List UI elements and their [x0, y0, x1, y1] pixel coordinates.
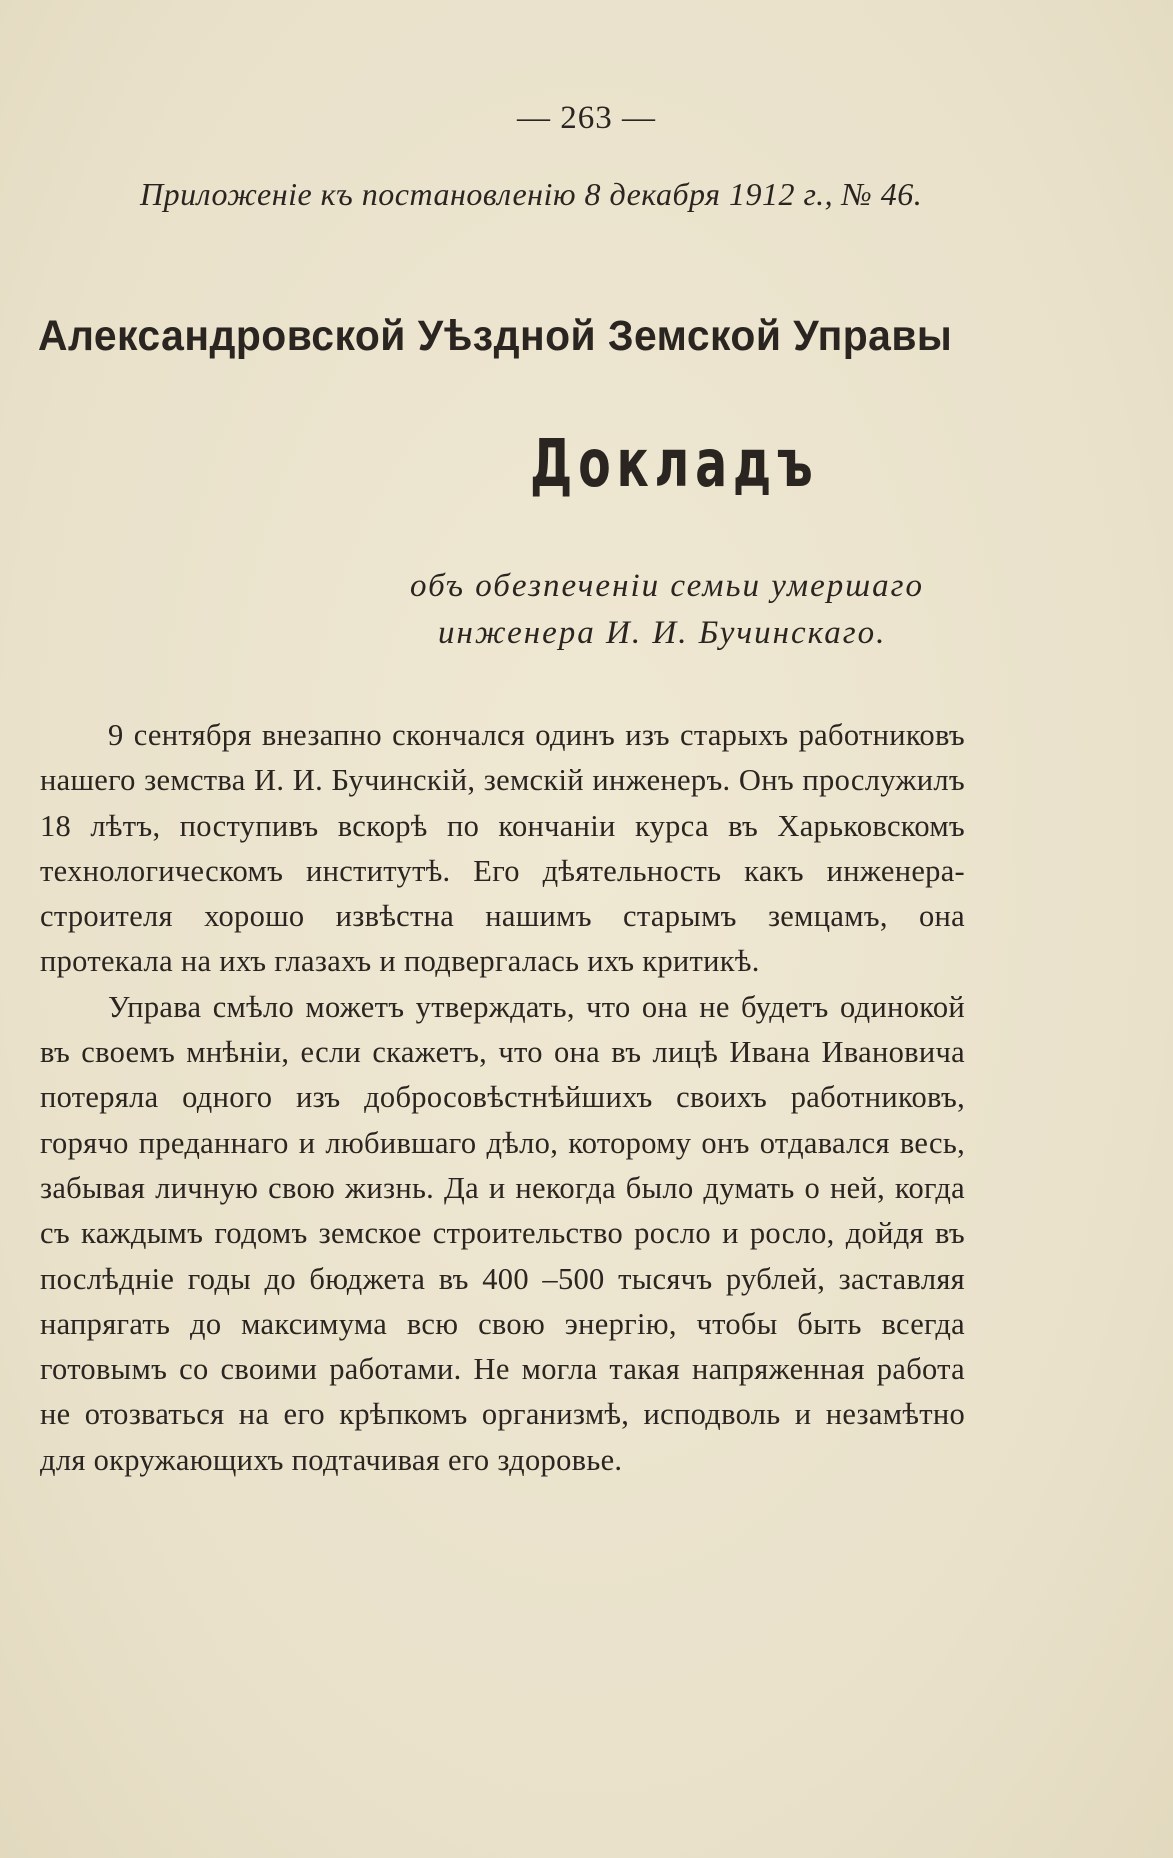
document-type-heading: Докладъ	[530, 425, 819, 502]
page-number: — 263 —	[517, 100, 656, 136]
body-paragraph-1: 9 сентября внезапно скончался одинъ изъ старыхъ работниковъ нашего земства И. И. Бучинскій, земскій инженеръ. Онъ прослужилъ 18 лѣтъ, поступивъ вскорѣ по кончаніи курса въ Харьковскомъ технологическомъ институтѣ. Его дѣятельность какъ инженера-строителя хорошо извѣстна нашимъ старымъ земцамъ, она протекала на ихъ глазахъ и подвергалась ихъ критикѣ.	[40, 718, 965, 979]
body-text	[40, 713, 965, 1483]
subject-line-1: объ обезпеченіи семьи умершаго	[410, 568, 925, 604]
appendix-note: Приложеніе къ постановленію 8 декабря 1912 г., № 46.	[140, 176, 923, 212]
document-subject	[410, 563, 970, 657]
issuer-title: Александровской Уѣздной Земской Управы	[38, 312, 953, 360]
body-paragraph-2: Управа смѣло можетъ утверждать, что она не будетъ одинокой въ своемъ мнѣніи, если скажетъ, что она въ лицѣ Ивана Ивановича потеряла одного изъ добросовѣстнѣйшихъ своихъ работниковъ, горячо преданнаго и любившаго дѣло, которому онъ отдавался весь, забывая личную свою жизнь. Да и некогда было думать о ней, когда съ каждымъ годомъ земское строительство росло и росло, дойдя въ послѣдніе годы до бюджета въ 400 –500 тысячъ рублей, заставляя напрягать до максимума всю свою энергію, чтобы быть всегда готовымъ со своими работами. Не могла такая напряженная работа не отозваться на его крѣпкомъ организмѣ, исподволь и незамѣтно для окружающихъ подтачивая его здоровье.	[40, 989, 965, 1477]
subject-line-2: инженера И. И. Бучинскаго.	[438, 615, 887, 651]
